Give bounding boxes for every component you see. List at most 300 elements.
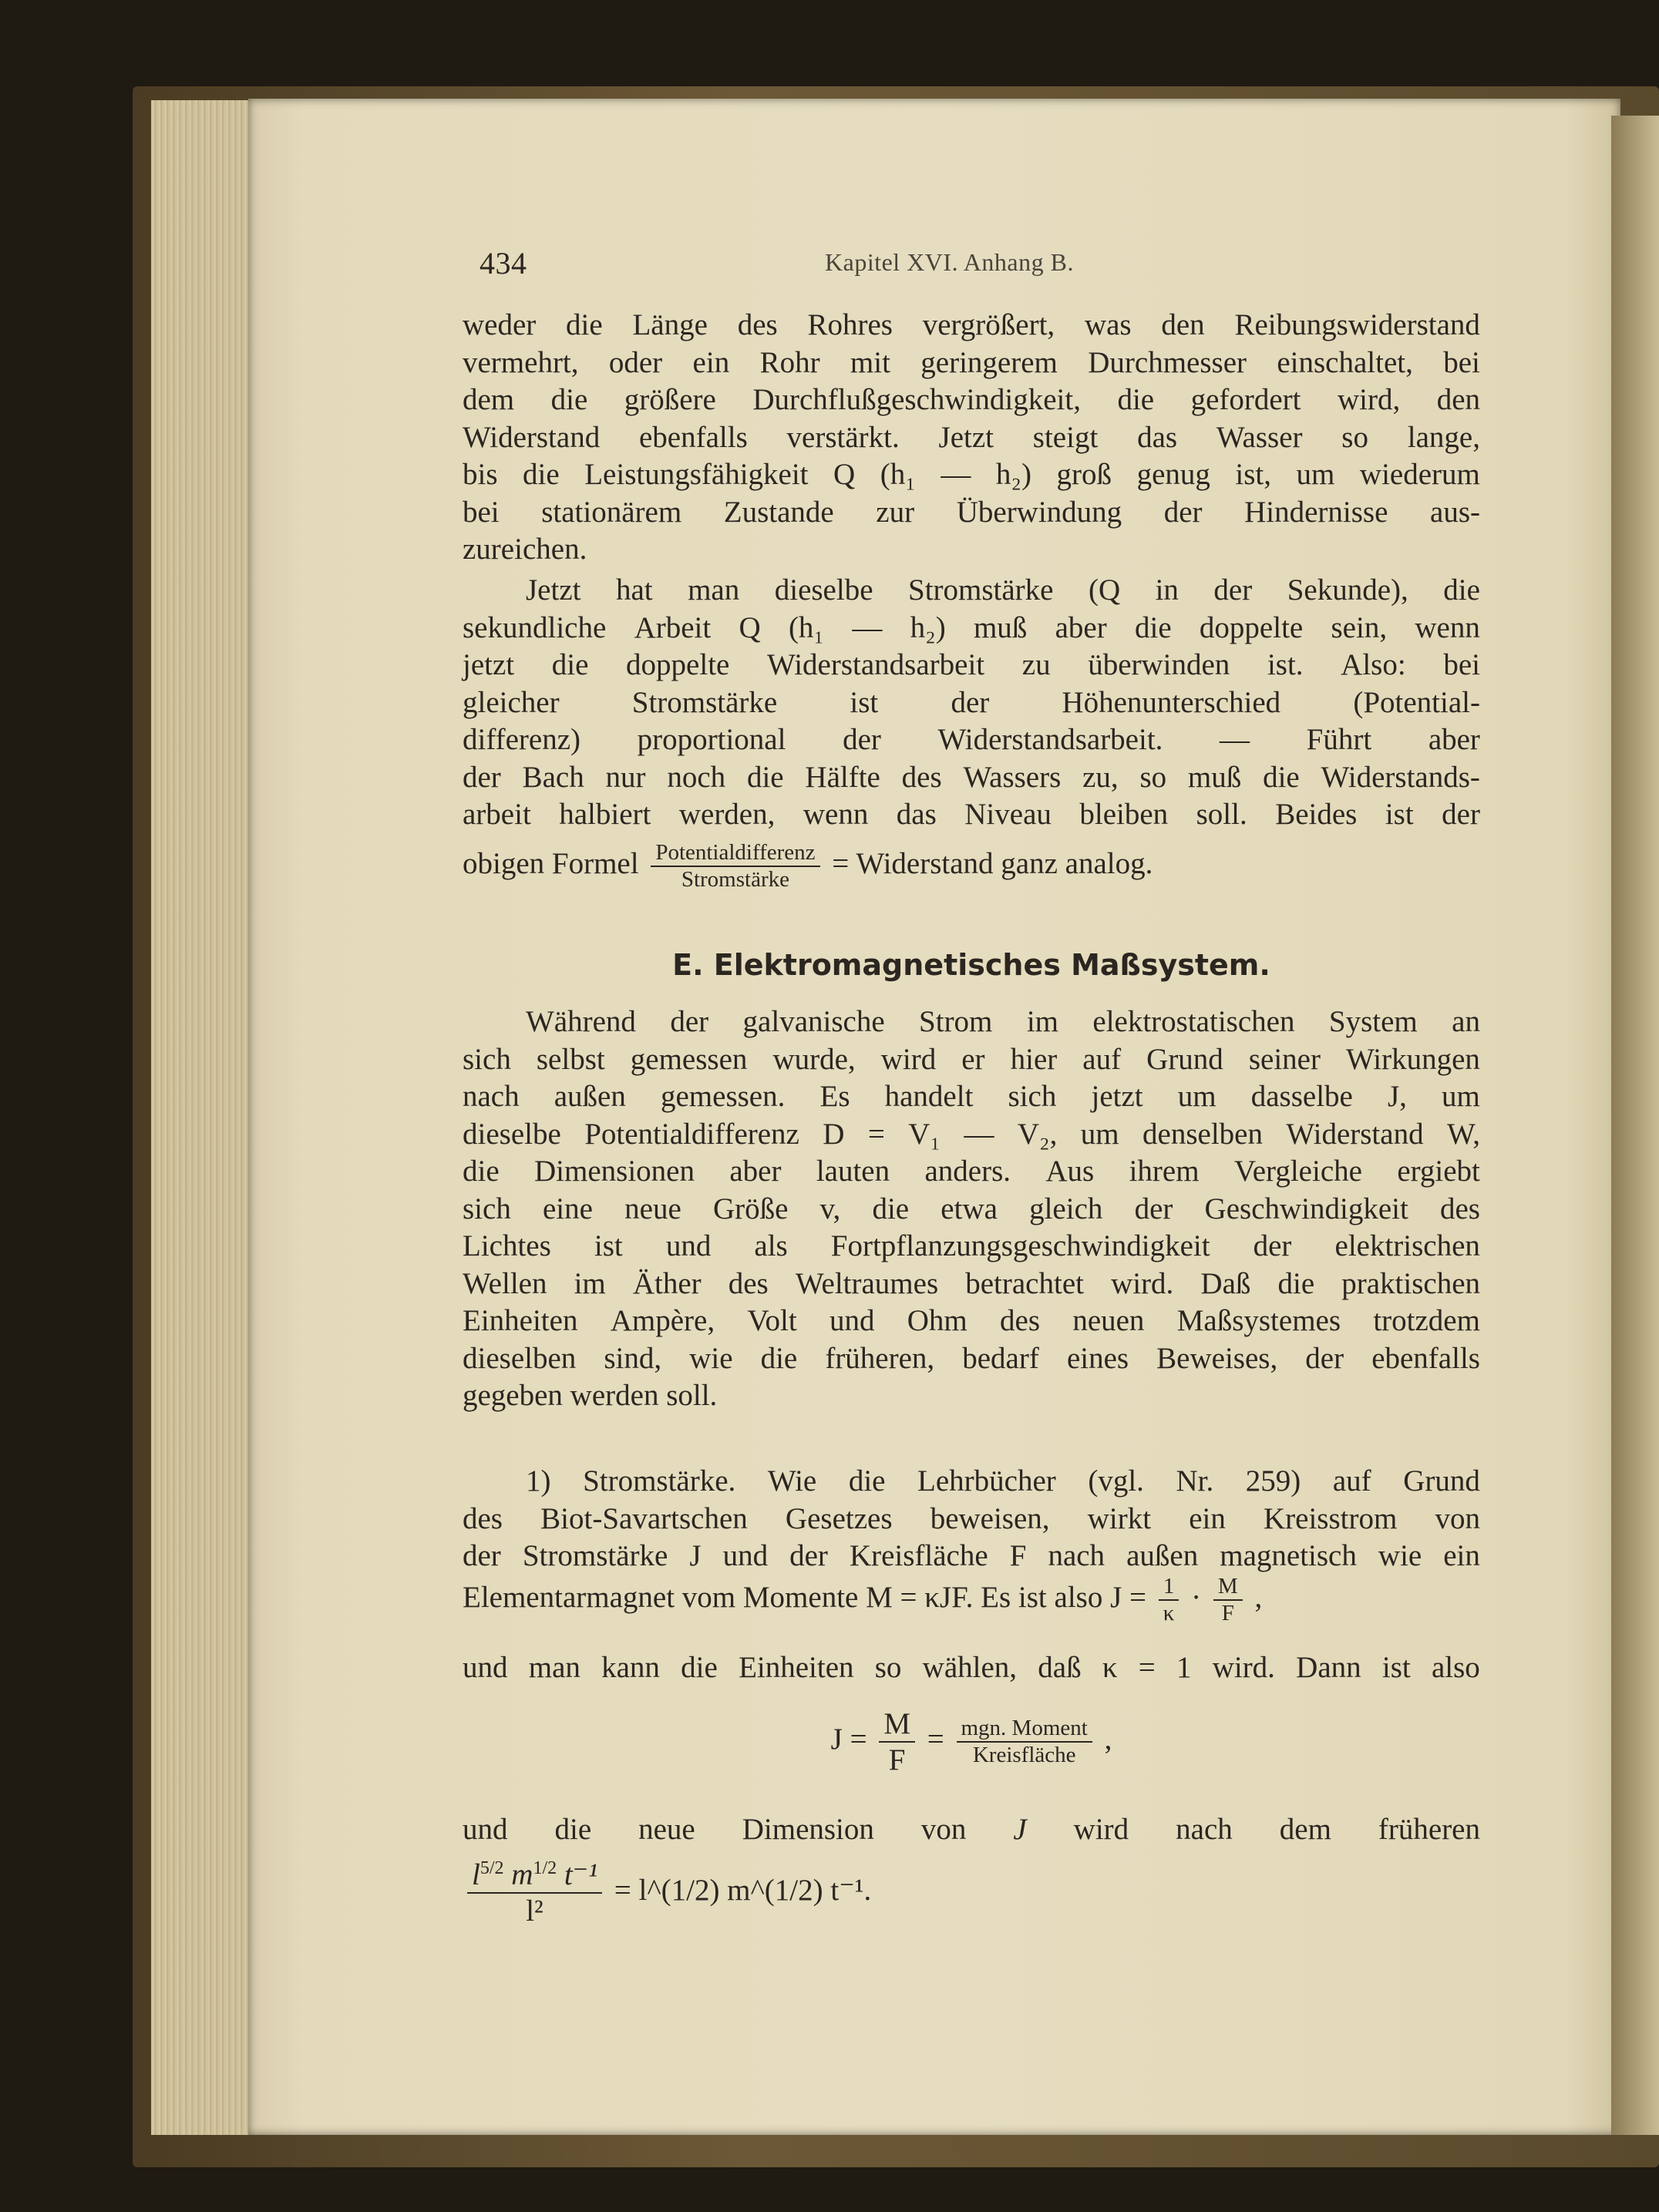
word: ihrem — [1129, 1155, 1200, 1188]
word: der — [951, 685, 990, 719]
punctuation: , — [1254, 1580, 1263, 1614]
word: (Q — [1088, 573, 1121, 607]
fraction-one-over-kappa — [1159, 1574, 1179, 1626]
fraction-m-over-f — [1213, 1574, 1243, 1626]
text-line — [463, 345, 1480, 382]
equation-lhs: J = — [830, 1722, 867, 1756]
text-line — [463, 456, 1480, 494]
word: Stromstärke — [631, 685, 778, 719]
text-line — [463, 1003, 1480, 1041]
word: außen — [554, 1080, 626, 1113]
word: noch — [667, 760, 726, 794]
word: der — [1305, 1341, 1344, 1375]
text-line — [463, 1266, 1480, 1303]
word: des — [737, 308, 778, 341]
word: werden, — [678, 798, 776, 831]
word: die — [463, 1155, 500, 1188]
word: ebenfalls — [639, 420, 748, 454]
word: wird, — [1337, 383, 1401, 416]
word: der — [1163, 495, 1203, 529]
word: ein — [692, 345, 730, 379]
fraction-denominator: F — [1221, 1601, 1234, 1625]
text-line — [463, 721, 1480, 759]
word: von — [1435, 1501, 1480, 1535]
word: wurde, — [772, 1042, 856, 1076]
text-line — [463, 647, 1480, 684]
word: der — [670, 1005, 709, 1038]
word: der — [1213, 573, 1253, 607]
word: ist — [850, 685, 879, 719]
word: der — [1253, 1229, 1292, 1262]
word: außen — [1126, 1539, 1199, 1572]
word: so — [1341, 420, 1368, 454]
word: des — [1000, 1304, 1041, 1337]
word: stationärem — [541, 495, 682, 529]
word: auf — [1332, 1464, 1371, 1498]
word: Rohr — [759, 345, 820, 379]
word: elektrostatischen — [1092, 1005, 1295, 1038]
word: kann — [601, 1651, 660, 1684]
word: ist — [594, 1229, 623, 1262]
word: Ohm — [907, 1304, 967, 1337]
word: so — [1139, 760, 1167, 794]
word: der — [1134, 1192, 1173, 1225]
word: die — [1263, 760, 1300, 794]
word: — — [1220, 723, 1250, 756]
word: Beweises, — [1156, 1341, 1278, 1375]
word: Arbeit — [634, 610, 712, 644]
word: aus- — [1430, 495, 1480, 529]
word: wirkt — [1087, 1501, 1152, 1535]
word: bis — [463, 458, 498, 491]
kappa-line — [463, 1649, 1480, 1687]
word: weder — [463, 308, 537, 341]
word: (Potential- — [1353, 685, 1480, 719]
word: h₂) — [995, 458, 1031, 491]
word: Grund — [1403, 1464, 1480, 1498]
word: doppelte — [1199, 610, 1304, 644]
word: Führt — [1306, 723, 1372, 756]
word: ergiebt — [1397, 1155, 1480, 1188]
word: eine — [543, 1192, 593, 1225]
word: Dimension — [742, 1813, 874, 1846]
word: genug — [1136, 458, 1210, 491]
word: halbiert — [559, 798, 651, 831]
text-line — [463, 610, 1480, 647]
word: trotzdem — [1373, 1304, 1480, 1337]
text-line — [463, 796, 1480, 834]
word: eines — [1066, 1341, 1129, 1375]
word: Biot-Savartschen — [540, 1501, 748, 1535]
word: bleiben — [1079, 798, 1169, 831]
word: — — [852, 610, 883, 644]
word: Widerstandsarbeit — [766, 648, 985, 681]
word: Also: — [1341, 648, 1406, 681]
word: selbst — [536, 1042, 605, 1076]
paragraph-2 — [463, 572, 1480, 834]
word: sich — [463, 1042, 511, 1076]
chapter-heading: Kapitel XVI. Anhang B. — [825, 248, 1074, 276]
word: und — [829, 1304, 875, 1337]
word: 1) — [526, 1464, 551, 1498]
word: Einheiten — [739, 1651, 854, 1684]
word: Länge — [632, 308, 708, 341]
word: hat — [615, 573, 653, 607]
word: gleicher — [463, 685, 560, 719]
word: handelt — [884, 1080, 974, 1113]
exponent: 1/2 — [533, 1858, 557, 1878]
word: neue — [638, 1813, 695, 1846]
word: neue — [624, 1192, 681, 1225]
dimension-line — [463, 1811, 1480, 1849]
word: ebenfalls — [1371, 1341, 1480, 1375]
word: das — [896, 798, 937, 831]
word: (vgl. — [1088, 1464, 1144, 1498]
word: daß — [1038, 1651, 1082, 1684]
word: Volt — [747, 1304, 797, 1337]
word: dasselbe — [1250, 1080, 1353, 1113]
word: den — [1161, 308, 1205, 341]
fraction-numerator: mgn. Moment — [957, 1716, 1092, 1743]
word: Größe — [712, 1192, 789, 1225]
multiply-dot: · — [1191, 1580, 1202, 1614]
formula-prefix: obigen Formel — [463, 846, 639, 880]
word: was — [1084, 308, 1132, 341]
word: Jetzt — [938, 420, 994, 454]
word: dieselbe — [463, 1117, 561, 1151]
fraction-moment-over-area — [957, 1716, 1092, 1768]
word: κ — [1102, 1651, 1118, 1684]
word: muß — [973, 610, 1028, 644]
text-line — [463, 1153, 1480, 1191]
word: gemessen. — [661, 1080, 786, 1113]
word: die — [550, 383, 588, 416]
word: wird. — [1111, 1266, 1174, 1300]
word: Fortpflanzungsgeschwindigkeit — [830, 1229, 1210, 1262]
word: Niveau — [964, 798, 1052, 831]
word: der — [843, 723, 881, 756]
word: bedarf — [962, 1341, 1039, 1375]
text-line — [463, 1191, 1480, 1229]
word: früheren, — [825, 1341, 935, 1375]
word: zu, — [1082, 760, 1119, 794]
word: lauten — [816, 1155, 890, 1188]
word: Zustande — [723, 495, 834, 529]
word: aber — [1428, 723, 1480, 756]
word: Wirkungen — [1346, 1042, 1480, 1076]
word: Q — [739, 610, 761, 644]
word: gemessen — [630, 1042, 748, 1076]
word: Durchflußgeschwindigkeit, — [752, 383, 1081, 416]
word: (h₁ — [880, 458, 916, 491]
word: Maßsystemes — [1176, 1304, 1341, 1337]
text-line: zureichen. — [463, 533, 587, 566]
text-line — [463, 1041, 1480, 1079]
fraction-numerator: M — [1213, 1574, 1243, 1601]
text-line — [463, 1649, 1480, 1687]
word: Widerstand — [463, 420, 601, 454]
word: sind, — [604, 1341, 662, 1375]
text-line — [463, 1078, 1480, 1116]
word: Daß — [1200, 1266, 1251, 1300]
word: W, — [1447, 1117, 1480, 1151]
word: das — [1137, 420, 1178, 454]
word: Nr. — [1176, 1464, 1214, 1498]
word: die — [681, 1651, 718, 1684]
fraction-numerator — [467, 1857, 602, 1894]
word: F — [1009, 1539, 1027, 1572]
word: des — [901, 760, 942, 794]
word: von — [920, 1813, 967, 1846]
fraction-denominator: Stromstärke — [681, 867, 789, 892]
text-line — [463, 1228, 1480, 1266]
word: wird. — [1212, 1651, 1275, 1684]
word: elektrischen — [1334, 1229, 1480, 1262]
word: wiederum — [1359, 458, 1480, 491]
word: die — [1134, 610, 1172, 644]
word: bei — [1443, 345, 1480, 379]
moment-formula-line — [463, 1574, 1480, 1626]
word: nach — [1048, 1539, 1105, 1572]
word: ein — [1189, 1501, 1226, 1535]
word: steigt — [1032, 420, 1099, 454]
word: Weltraumes — [795, 1266, 939, 1300]
word: die — [760, 1341, 798, 1375]
word: Jetzt — [526, 573, 581, 607]
word: als — [754, 1229, 788, 1262]
word: vermehrt, — [463, 345, 579, 379]
word: in — [1155, 573, 1179, 607]
word: proportional — [637, 723, 786, 756]
word: seiner — [1248, 1042, 1321, 1076]
word: 259) — [1245, 1464, 1301, 1498]
word: gefordert — [1190, 383, 1301, 416]
paragraph-1 — [463, 307, 1480, 569]
word: beweisen, — [930, 1501, 1050, 1535]
word: dem — [1279, 1813, 1331, 1846]
word: ist — [1381, 1651, 1411, 1684]
word: um — [1296, 458, 1335, 491]
fraction-numerator: M — [879, 1706, 915, 1743]
text-line: gegeben werden soll. — [463, 1379, 718, 1412]
word: Stromstärke — [908, 573, 1054, 607]
word: Stromstärke. — [583, 1464, 736, 1498]
word: früheren — [1378, 1813, 1480, 1846]
word: J — [1013, 1813, 1027, 1846]
word: soll. — [1196, 798, 1247, 831]
fraction-potential-current — [651, 840, 819, 893]
word: differenz) — [463, 723, 581, 756]
word: praktischen — [1341, 1266, 1480, 1300]
text-line — [463, 684, 1480, 722]
word: D — [823, 1117, 845, 1151]
word: Gesetzes — [785, 1501, 893, 1535]
word: um — [1080, 1117, 1119, 1151]
word: (h₁ — [788, 610, 825, 644]
word: Reibungswiderstand — [1234, 308, 1480, 341]
text-line — [463, 1340, 1480, 1378]
word: die — [1117, 383, 1155, 416]
word: Überwindung — [956, 495, 1122, 529]
word: die — [554, 1813, 592, 1846]
word: v, — [819, 1192, 841, 1225]
word: die — [848, 1464, 886, 1498]
word: Q — [833, 458, 856, 491]
word: sekundliche — [463, 610, 607, 644]
fraction-denominator: κ — [1163, 1601, 1175, 1625]
word: gleich — [1029, 1192, 1103, 1225]
word: man — [528, 1651, 580, 1684]
word: bei — [1443, 648, 1480, 681]
punctuation: , — [1104, 1722, 1112, 1756]
display-equation — [463, 1706, 1480, 1777]
word: größere — [624, 383, 716, 416]
word: h₂) — [910, 610, 946, 644]
word: wie — [1378, 1539, 1422, 1572]
word: neuen — [1072, 1304, 1145, 1337]
word: man — [688, 573, 740, 607]
page-edges — [151, 100, 259, 2135]
word: Wassers — [963, 760, 1062, 794]
word: ist, — [1235, 458, 1272, 491]
word: des — [728, 1266, 769, 1300]
fraction-m-over-f — [879, 1706, 915, 1777]
word: dem — [463, 383, 515, 416]
text-line — [463, 382, 1480, 419]
word: aber — [1055, 610, 1107, 644]
word: so — [874, 1651, 902, 1684]
word: anders. — [924, 1155, 1011, 1188]
word: Wie — [767, 1464, 817, 1498]
word: nach — [1176, 1813, 1233, 1846]
word: die — [872, 1192, 910, 1225]
word: die — [1443, 573, 1480, 607]
word: ein — [1443, 1539, 1480, 1572]
word: und — [463, 1813, 508, 1846]
word: verstärkt. — [786, 420, 900, 454]
word: denselben — [1142, 1117, 1263, 1151]
word: Vergleiche — [1233, 1155, 1362, 1188]
word: Sekunde), — [1287, 573, 1408, 607]
word: Wellen — [463, 1266, 547, 1300]
word: der — [463, 760, 501, 794]
word: des — [463, 1501, 503, 1535]
word: geringerem — [920, 345, 1058, 379]
word: des — [1440, 1192, 1480, 1225]
page-number: 434 — [480, 246, 527, 281]
word: Grund — [1146, 1042, 1223, 1076]
next-page-edge — [1611, 116, 1659, 2135]
word: System — [1328, 1005, 1418, 1038]
word: arbeit — [463, 798, 531, 831]
word: dieselben — [463, 1341, 577, 1375]
text-line — [463, 759, 1480, 797]
word: im — [1026, 1005, 1058, 1038]
word: zu — [1021, 648, 1051, 681]
word: der — [789, 1539, 828, 1572]
word: Dimensionen — [534, 1155, 695, 1188]
word: wird — [880, 1042, 937, 1076]
word: also — [1431, 1651, 1480, 1684]
word: wenn — [1415, 610, 1480, 644]
word: oder — [608, 345, 663, 379]
word: sich — [463, 1192, 511, 1225]
word: nach — [463, 1080, 520, 1113]
word: Lehrbücher — [917, 1464, 1056, 1498]
word: — — [941, 458, 971, 491]
equation-rhs: = l^(1/2) m^(1/2) t⁻¹. — [614, 1873, 872, 1907]
word: Ampère, — [610, 1304, 715, 1337]
text-line — [463, 1463, 1480, 1501]
text-line — [463, 1811, 1480, 1849]
fraction-numerator: Potentialdifferenz — [651, 840, 819, 867]
fraction-dimension — [467, 1857, 602, 1928]
word: ist. — [1267, 648, 1304, 681]
word: einschaltet, — [1277, 345, 1413, 379]
word: Während — [526, 1005, 636, 1038]
word: ist — [1385, 798, 1414, 831]
word: Wasser — [1216, 420, 1303, 454]
text-line — [463, 1116, 1480, 1154]
fraction-denominator: Kreisfläche — [972, 1743, 1076, 1767]
exponent: 5/2 — [480, 1858, 504, 1878]
word: Widerstandsarbeit. — [937, 723, 1163, 756]
formula-line — [463, 840, 1480, 893]
word: J — [689, 1539, 702, 1572]
fraction-denominator: F — [888, 1743, 906, 1777]
word: Beides — [1275, 798, 1358, 831]
word: er — [961, 1042, 985, 1076]
word: jetzt — [1091, 1080, 1143, 1113]
paragraph-4 — [463, 1463, 1480, 1575]
word: Hälfte — [805, 760, 880, 794]
word: Bach — [522, 760, 584, 794]
word: magnetisch — [1220, 1539, 1357, 1572]
word: die — [523, 458, 560, 491]
word: muß — [1187, 760, 1242, 794]
word: um — [1177, 1080, 1216, 1113]
word: Strom — [919, 1005, 993, 1038]
word: J, — [1387, 1080, 1407, 1113]
word: Widerstand — [1286, 1117, 1424, 1151]
word: Aus — [1045, 1155, 1095, 1188]
text-line — [463, 494, 1480, 532]
fraction-denominator: l² — [526, 1894, 543, 1928]
word: = — [867, 1117, 885, 1151]
word: nur — [605, 760, 646, 794]
word: und — [463, 1651, 508, 1684]
word: Geschwindigkeit — [1204, 1192, 1408, 1225]
paragraph-3 — [463, 1003, 1480, 1415]
word: aber — [729, 1155, 782, 1188]
word: Es — [819, 1080, 850, 1113]
word: Einheiten — [463, 1304, 578, 1337]
equals-sign: = — [927, 1722, 944, 1756]
word: Äther — [632, 1266, 702, 1300]
word: wenn — [803, 798, 869, 831]
text-line — [463, 1303, 1480, 1340]
word: im — [574, 1266, 606, 1300]
section-title: E. Elektromagnetisches Maßsystem. — [672, 948, 1270, 982]
word: und — [665, 1229, 712, 1262]
word: Lichtes — [463, 1229, 551, 1262]
word: bei — [463, 495, 500, 529]
word: Hindernisse — [1244, 495, 1388, 529]
word: den — [1436, 383, 1480, 416]
word: auf — [1082, 1042, 1122, 1076]
moment-text: Elementarmagnet vom Momente M = κJF. Es ist also J = — [463, 1580, 1147, 1614]
word: Kreisfläche — [849, 1539, 988, 1572]
